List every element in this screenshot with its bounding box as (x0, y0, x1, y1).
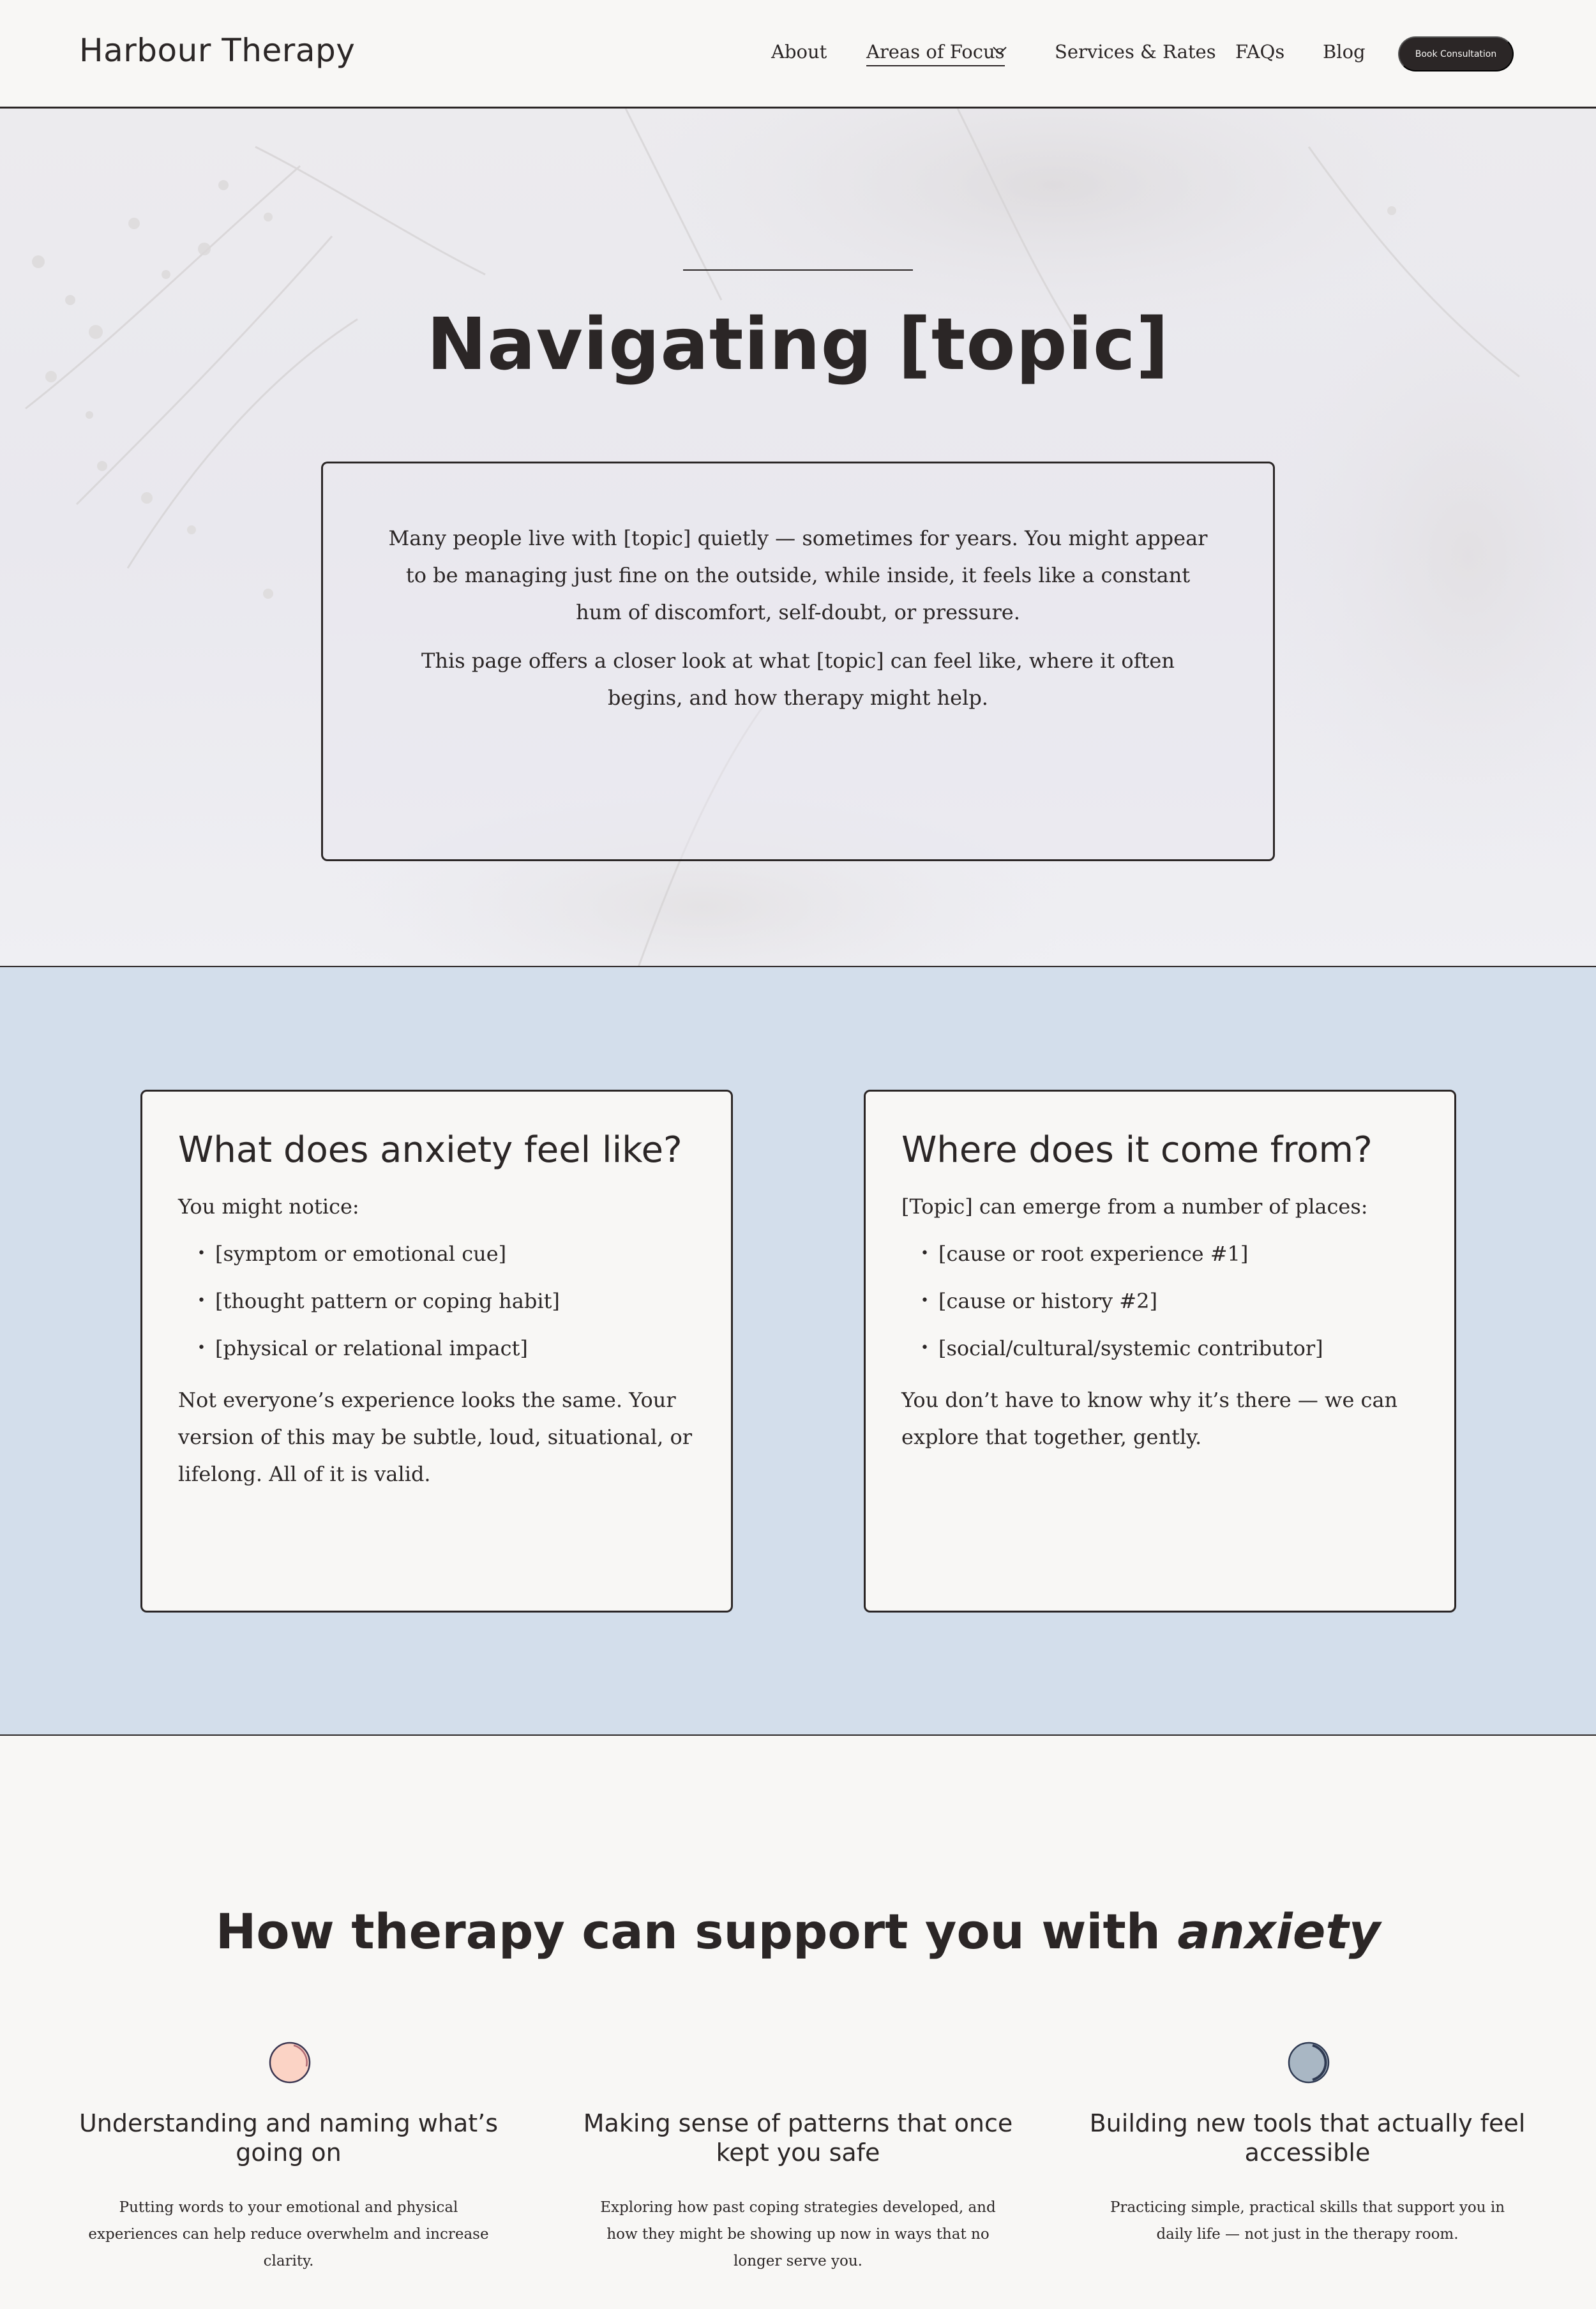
nav-services-rates-link[interactable]: Services & Rates (1055, 41, 1216, 63)
site-logo[interactable]: Harbour Therapy (79, 32, 356, 69)
list-item: • [social/cultural/systemic contributor] (901, 1334, 1419, 1362)
support-title (0, 1903, 1596, 1960)
hero-section (0, 109, 1596, 967)
nav-about-link[interactable]: About (771, 41, 827, 63)
card-outro: You don’t have to know why it’s there — we can explore that together, gently. (901, 1388, 1398, 1449)
feature-title: Understanding and naming what’s going on (79, 2109, 499, 2167)
list-item: • [thought pattern or coping habit] (178, 1287, 695, 1315)
card-title: Where does it come from? (901, 1129, 1373, 1171)
card-outro: Not everyone’s experience looks the same. Your version of this may be subtle, loud, situational, or lifelong. All of it is valid. (178, 1388, 693, 1486)
hero-paragraph: Many people live with [topic] quietly — sometimes for years. You might appear to be managing just fine on the outside, while inside, it feels like a constant hum of discomfort, self-doubt, or pressure. (388, 526, 1208, 624)
support-title-text: How therapy can support you with (215, 1903, 1178, 1960)
support-title-emphasis: anxiety (1177, 1903, 1381, 1960)
list-item: • [symptom or emotional cue] (178, 1240, 695, 1268)
list-item: • [physical or relational impact] (178, 1334, 695, 1362)
book-consultation-button[interactable]: Book Consultation (1398, 36, 1514, 71)
feature-title: Building new tools that actually feel accessible (1089, 2109, 1526, 2167)
hero-paragraph: This page offers a closer look at what [topic] can feel like, where it often begins, and how therapy might help. (421, 649, 1175, 710)
anxiety-feel-card (140, 1090, 733, 1613)
card-list (901, 1240, 1419, 1362)
origin-card (864, 1090, 1456, 1613)
site-header (0, 0, 1596, 109)
feature-text: Exploring how past coping strategies developed, and how they might be showing up now in ways that no longer serve you. (600, 2199, 996, 2269)
list-item: • [cause or root experience #1] (901, 1240, 1419, 1268)
nav-areas-of-focus-link[interactable]: Areas of Focus (866, 41, 1005, 66)
hero-intro-box (321, 462, 1275, 861)
page-title: Navigating [topic] (426, 303, 1170, 386)
card-title: What does anxiety feel like? (178, 1129, 682, 1171)
card-intro: You might notice: (178, 1194, 359, 1219)
card-intro: [Topic] can emerge from a number of places: (901, 1194, 1368, 1219)
nav-faqs-link[interactable]: FAQs (1235, 41, 1285, 63)
info-section (0, 967, 1596, 1736)
list-item: • [cause or history #2] (901, 1287, 1419, 1315)
blue-circle-icon (1287, 2041, 1330, 2084)
feature-text: Putting words to your emotional and physical experiences can help reduce overwhelm and increase clarity. (88, 2199, 489, 2269)
card-list (178, 1240, 695, 1362)
feature-title: Making sense of patterns that once kept you safe (583, 2109, 1013, 2167)
hero-divider (683, 269, 913, 271)
feature-text: Practicing simple, practical skills that support you in daily life — not just in the therapy room. (1110, 2199, 1505, 2243)
chevron-down-icon[interactable] (991, 45, 1008, 56)
nav-blog-link[interactable]: Blog (1323, 41, 1366, 63)
support-section (0, 1736, 1596, 2309)
peach-circle-icon (268, 2041, 312, 2084)
